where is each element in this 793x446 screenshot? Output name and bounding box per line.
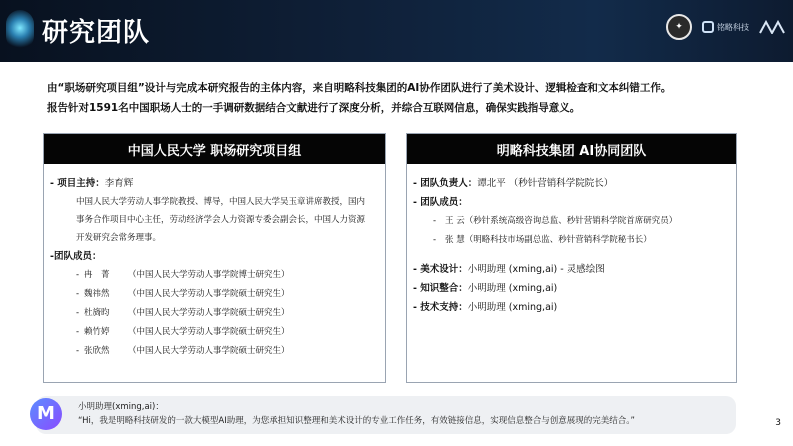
- list-item: - 冉 菁 （中国人民大学劳动人事学院博士研究生）: [76, 270, 290, 280]
- list-item: - 张欣然 （中国人民大学劳动人事学院硕士研究生）: [76, 346, 290, 356]
- assistant-quote: “Hi，我是明略科技研发的一款大模型AI助理，为您承担知识整理和美术设计的专业工作任务，有效链接信息，实现信息整合与创意展现的完美结合。”: [78, 416, 635, 426]
- slide-header: [0, 0, 793, 62]
- host-description: 中国人民大学劳动人事学院教授、博导，中国人民大学吴玉章讲席教授，国内事务合作项目中心主任，劳动经济学会人力资源专委会副会长，中国人力资源开发研究会常务理事。: [76, 197, 366, 243]
- host-row: - 项目主持：李育辉: [50, 178, 134, 189]
- panel-body: [407, 164, 736, 317]
- company-mark-icon: [702, 21, 714, 33]
- role-row: - 知识整合：小明助理 (xming,ai): [413, 283, 558, 294]
- members-label: - 团队成员：: [413, 197, 468, 208]
- role-row: - 美术设计：小明助理 (xming,ai) - 灵感绘图: [413, 264, 605, 275]
- ruc-team-panel: [43, 133, 386, 383]
- assistant-note: [36, 396, 736, 434]
- lead-row: - 团队负责人：谭北平 （秒针营销科学院院长）: [413, 178, 614, 189]
- panel-title: 明略科技集团 AI协同团队: [407, 134, 736, 164]
- members-label: -团队成员：: [50, 251, 102, 262]
- list-item: - 赖竹婷 （中国人民大学劳动人事学院硕士研究生）: [76, 327, 290, 337]
- panel-body: [44, 164, 385, 361]
- assistant-logo-icon: M: [30, 398, 62, 430]
- page-title: 研究团队: [42, 18, 151, 48]
- role-row: - 技术支持：小明助理 (xming,ai): [413, 302, 558, 313]
- list-item: - 杜旖昀 （中国人民大学劳动人事学院硕士研究生）: [76, 308, 290, 318]
- glow-decoration: [6, 10, 34, 50]
- university-seal-icon: ✦: [666, 14, 692, 40]
- header-logos: [666, 14, 785, 40]
- list-item: - 张 慧 （明略科技市场副总监、秒针营销科学院秘书长）: [433, 235, 652, 245]
- list-item: - 王 云 （秒针系统高级咨询总监、秒针营销科学院首席研究员）: [433, 216, 678, 226]
- mininglamp-team-panel: [406, 133, 737, 383]
- company-logo: 铭略科技: [702, 21, 749, 33]
- partner-logo-icon: [759, 20, 785, 34]
- host-name: 李育辉: [104, 178, 134, 189]
- list-item: - 魏祎然 （中国人民大学劳动人事学院硕士研究生）: [76, 289, 290, 299]
- page-number: 3: [775, 418, 781, 428]
- assistant-name: 小明助理(xming,ai)：: [78, 402, 164, 412]
- panel-title: 中国人民大学 职场研究项目组: [44, 134, 385, 164]
- intro-text: 由“职场研究项目组”设计与完成本研究报告的主体内容，来自明略科技集团的AI协作团队进行了美术设计、逻辑检查和文本纠错工作。 报告针对1591名中国职场人士的一手调研数据结合文献进行了深度分析，并综合互联网信息，确保实践指导意义。: [47, 82, 672, 114]
